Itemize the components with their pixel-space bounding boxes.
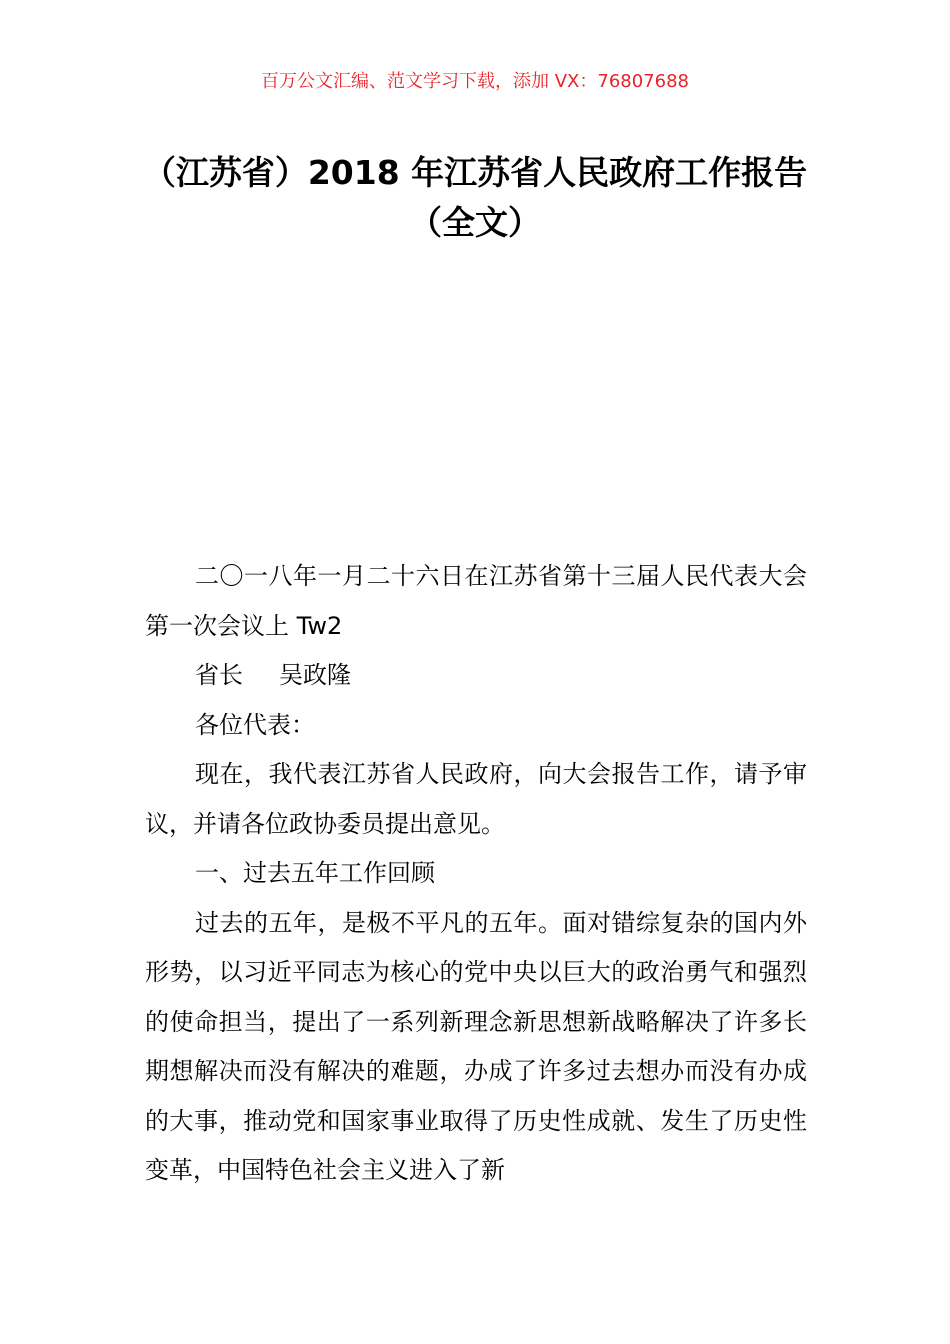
governor-line: [145, 651, 807, 701]
header-promo-note: 百万公文汇编、范文学习下载，添加 VX：76807688: [261, 71, 689, 92]
document-title: （江苏省）2018 年江苏省人民政府工作报告（全文）: [142, 153, 808, 242]
document-body: [145, 552, 807, 1196]
section-heading: 一、过去五年工作回顾: [195, 859, 435, 887]
governor-name: 吴政隆: [279, 661, 351, 689]
paragraph-review: 过去的五年，是极不平凡的五年。面对错综复杂的国内外形势，以习近平同志为核心的党中央以巨大的政治勇气和强烈的使命担当，提出了一系列新理念新思想新战略解决了许多长期想解决而没有解决的难题，办成了许多过去想办而没有办成的大事，推动党和国家事业取得了历史性成就、发生了历史性变革，中国特色社会主义进入了新: [145, 908, 807, 1184]
governor-title: 省长: [195, 661, 243, 689]
meeting-line: 二〇一八年一月二十六日在江苏省第十三届人民代表大会第一次会议上 Tw2: [145, 562, 807, 640]
paragraph-intro: 现在，我代表江苏省人民政府，向大会报告工作，请予审议，并请各位政协委员提出意见。: [145, 760, 807, 838]
salutation: 各位代表：: [195, 710, 315, 739]
